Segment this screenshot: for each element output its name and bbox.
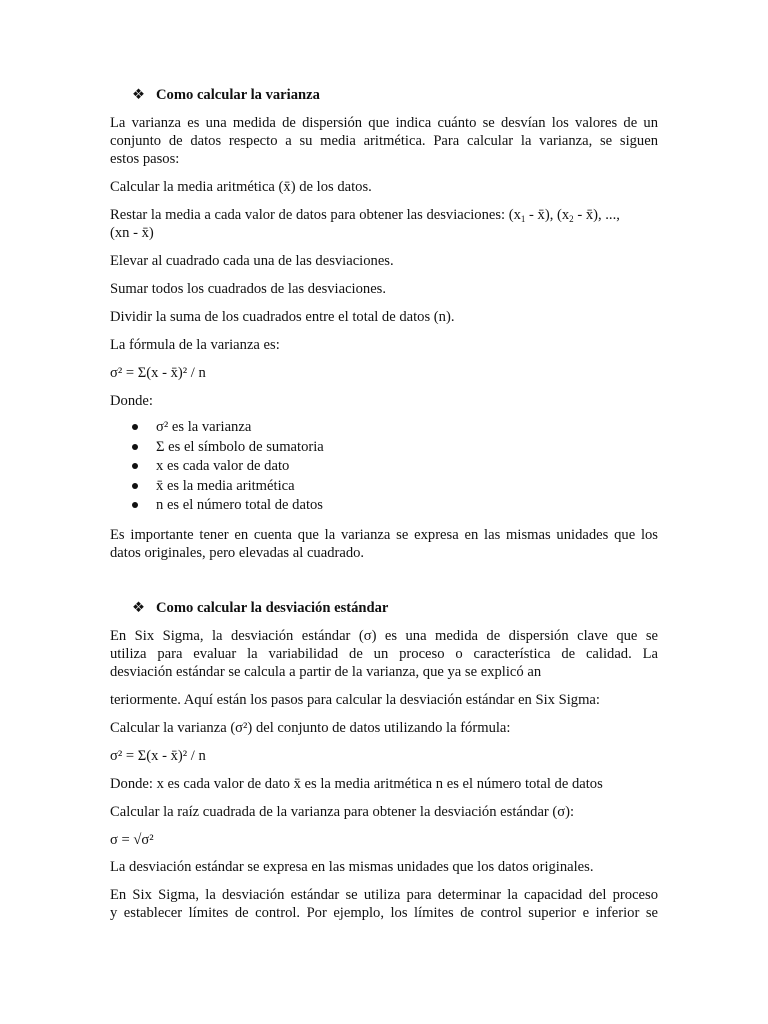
- formula: σ² = Σ(x - x̄)² / n: [110, 365, 206, 381]
- step-text: Calcular la media aritmética (x̄) de los datos.: [110, 179, 372, 195]
- formula-label: La fórmula de la varianza es:: [110, 337, 280, 353]
- step-text: [110, 206, 658, 224]
- bullet-dot-icon: [132, 463, 138, 469]
- formula: σ² = Σ(x - x̄)² / n: [110, 748, 206, 764]
- bullet-dot-icon: [132, 444, 138, 450]
- intro-line: desviación estándar se calcula a partir de la varianza, que ya se explicó an: [110, 664, 542, 680]
- section-heading-varianza: [132, 86, 320, 104]
- step-text: Calcular la varianza (σ²) del conjunto de datos utilizando la fórmula:: [110, 720, 511, 736]
- intro-line: utiliza para evaluar la variabilidad de un proceso o característica de calidad. La: [110, 646, 658, 662]
- heading-text: Como calcular la varianza: [156, 87, 320, 103]
- list-item: [110, 438, 324, 458]
- final-line: En Six Sigma, la desviación estándar se utiliza para determinar la capacidad del proceso: [110, 887, 658, 903]
- diamond-bullet-icon: ❖: [132, 600, 146, 616]
- intro-line: conjunto de datos respecto a su media aritmética. Para calcular la varianza, se siguen: [110, 133, 658, 149]
- list-item: [110, 496, 324, 516]
- diamond-bullet-icon: ❖: [132, 87, 146, 103]
- step-fragment: Restar la media a cada valor de datos para obtener las desviaciones: (x: [110, 207, 521, 223]
- definition-text: x es cada valor de dato: [156, 458, 290, 474]
- definition-text: x̄ es la media aritmética: [156, 477, 295, 494]
- step-fragment: - x̄), (x: [525, 207, 570, 223]
- list-item: [110, 418, 324, 438]
- step-text: Calcular la raíz cuadrada de la varianza para obtener la desviación estándar (σ):: [110, 804, 575, 820]
- heading-text: Como calcular la desviación estándar: [156, 600, 389, 616]
- bullet-dot-icon: [132, 502, 138, 508]
- intro-line: La varianza es una medida de dispersión que indica cuánto se desvían los valores de un: [110, 115, 658, 131]
- section-heading-desviacion: [132, 599, 388, 617]
- intro-line: teriormente. Aquí están los pasos para calcular la desviación estándar en Six Sigma:: [110, 692, 600, 708]
- bullet-dot-icon: [132, 483, 138, 489]
- definition-text: σ² es la varianza: [156, 419, 252, 435]
- subscript: 2: [569, 214, 574, 224]
- list-item: [110, 477, 324, 497]
- note-line: datos originales, pero elevadas al cuadrado.: [110, 545, 365, 561]
- list-item: [110, 457, 324, 477]
- intro-line: estos pasos:: [110, 151, 180, 167]
- definitions-list: [110, 418, 324, 516]
- definition-text: n es el número total de datos: [156, 497, 323, 513]
- note-line: Es importante tener en cuenta que la varianza se expresa en las mismas unidades que los: [110, 527, 658, 543]
- final-line: y establecer límites de control. Por ejemplo, los límites de control superior e inferior se: [110, 905, 658, 921]
- step-text: Elevar al cuadrado cada una de las desviaciones.: [110, 253, 394, 269]
- subscript: 1: [520, 214, 526, 224]
- where-line: Donde: x es cada valor de dato x̄ es la media aritmética n es el número total de datos: [110, 776, 603, 792]
- definition-text: Σ es el símbolo de sumatoria: [156, 438, 324, 455]
- intro-line: En Six Sigma, la desviación estándar (σ) es una medida de dispersión clave que se: [110, 628, 658, 644]
- step-text: Sumar todos los cuadrados de las desviaciones.: [110, 281, 387, 297]
- step-fragment: - x̄), ...,: [573, 207, 620, 223]
- formula: σ = √σ²: [110, 832, 154, 848]
- units-note: La desviación estándar se expresa en las mismas unidades que los datos originales.: [110, 859, 594, 875]
- step-text-continued: (xn - x̄): [110, 225, 154, 241]
- where-label: Donde:: [110, 393, 153, 409]
- step-text: Dividir la suma de los cuadrados entre el total de datos (n).: [110, 309, 455, 325]
- bullet-dot-icon: [132, 424, 138, 430]
